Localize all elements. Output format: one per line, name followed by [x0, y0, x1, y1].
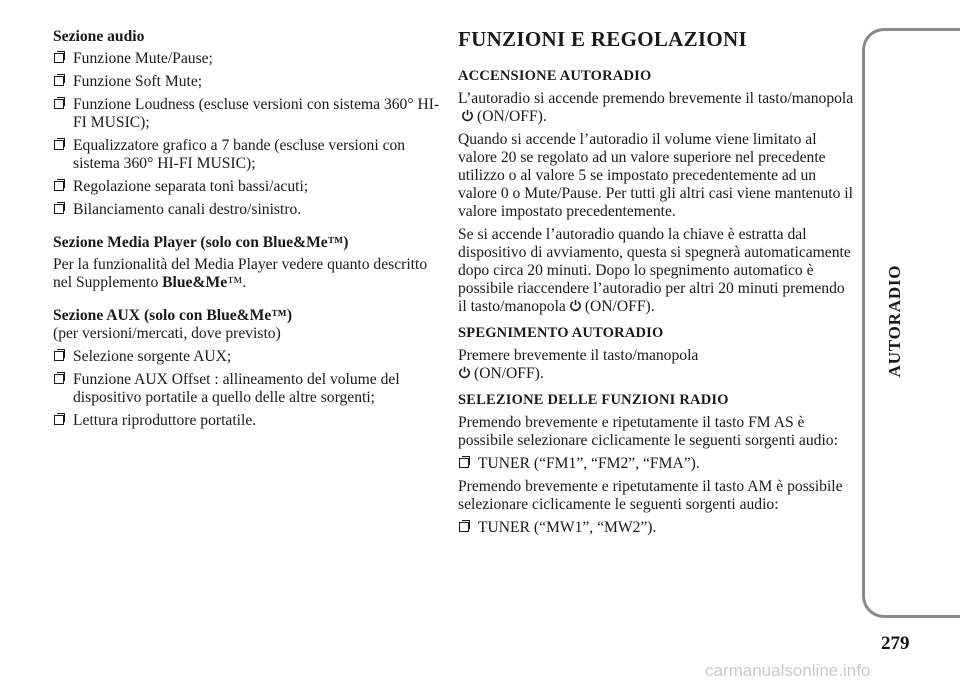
- power-icon: [458, 366, 471, 379]
- list-item: Selezione sorgente AUX;: [53, 348, 445, 366]
- list-item: TUNER (“FM1”, “FM2”, “FMA”).: [458, 455, 854, 473]
- list-item: Funzione Loudness (escluse versioni con sistema 360° HI-FI MUSIC);: [53, 96, 445, 132]
- checkbox-icon: [54, 374, 64, 384]
- power-on-paragraph-1: L’autoradio si accende premendo brevemente il tasto/manopola(ON/OFF).: [458, 90, 854, 125]
- list-item: Lettura riproduttore portatile.: [53, 412, 445, 430]
- checkbox-icon: [54, 53, 64, 63]
- checkbox-icon: [54, 415, 64, 425]
- checkbox-icon: [459, 522, 469, 532]
- audio-feature-list: [53, 50, 445, 219]
- list-item: Bilanciamento canali destro/sinistro.: [53, 201, 445, 219]
- list-item: Funzione Soft Mute;: [53, 73, 445, 91]
- checkbox-icon: [54, 99, 64, 109]
- checkbox-icon: [54, 76, 64, 86]
- checkbox-icon: [54, 204, 64, 214]
- page-number: 279: [881, 633, 910, 654]
- radio-select-heading: SELEZIONE DELLE FUNZIONI RADIO: [458, 392, 729, 408]
- media-section-text: Per la funzionalità del Media Player vedere quanto descritto nel Supplemento Blue&Me™.: [53, 256, 428, 291]
- list-item: Funzione Mute/Pause;: [53, 50, 445, 68]
- audio-section-heading: Sezione audio: [53, 28, 145, 45]
- power-on-heading: ACCENSIONE AUTORADIO: [458, 68, 652, 84]
- list-item: TUNER (“MW1”, “MW2”).: [458, 519, 854, 537]
- power-on-paragraph-2: Quando si accende l’autoradio il volume viene limitato al valore 20 se regolato ad un valore superiore nel precedente utilizzo o al valore 5 se impostato precedentemente ad un valore 0 o Mute/Pause. Per tutti gli altri casi viene mantenuto il valore impostato precedentemente.: [458, 131, 853, 220]
- list-item: Equalizzatore grafico a 7 bande (escluse versioni con sistema 360° HI-FI MUSIC);: [53, 137, 445, 173]
- chapter-tab: [862, 28, 960, 618]
- chapter-tab-label: AUTORADIO: [885, 264, 904, 378]
- page-title: FUNZIONI E REGOLAZIONI: [458, 27, 747, 51]
- checkbox-icon: [54, 181, 64, 191]
- aux-section-note: (per versioni/mercati, dove previsto): [53, 325, 281, 342]
- power-icon: [461, 109, 474, 122]
- power-on-paragraph-3: Se si accende l’autoradio quando la chiave è estratta dal dispositivo di avviamento, questa si spegnerà automaticamente dopo circa 20 minuti. Dopo lo spegnimento automatico è possibile riaccendere l’autoradio per altri 20 minuti premendo il tasto/manopola (ON/OFF).: [458, 226, 851, 315]
- checkbox-icon: [54, 351, 64, 361]
- radio-select-paragraph-2: Premendo brevemente e ripetutamente il tasto AM è possibile selezionare ciclicamente le seguenti sorgenti audio:: [458, 478, 843, 513]
- checkbox-icon: [54, 140, 64, 150]
- power-off-paragraph: Premere brevemente il tasto/manopola (ON/OFF).: [458, 347, 699, 382]
- list-item: Regolazione separata toni bassi/acuti;: [53, 178, 445, 196]
- power-icon: [569, 299, 582, 312]
- watermark: carmanualsonline.info: [705, 661, 871, 680]
- list-item: Funzione AUX Offset : allineamento del volume del dispositivo portatile a quello delle altre sorgenti;: [53, 371, 445, 407]
- power-off-heading: SPEGNIMENTO AUTORADIO: [458, 325, 664, 341]
- checkbox-icon: [459, 458, 469, 468]
- aux-feature-list: [53, 348, 445, 430]
- left-column: [53, 28, 445, 435]
- right-column: [458, 28, 854, 542]
- media-section-heading: Sezione Media Player (solo con Blue&Me™): [53, 234, 349, 251]
- aux-section-heading: Sezione AUX (solo con Blue&Me™): [53, 307, 293, 324]
- radio-select-paragraph-1: Premendo brevemente e ripetutamente il tasto FM AS è possibile selezionare ciclicamente le seguenti sorgenti audio:: [458, 414, 838, 449]
